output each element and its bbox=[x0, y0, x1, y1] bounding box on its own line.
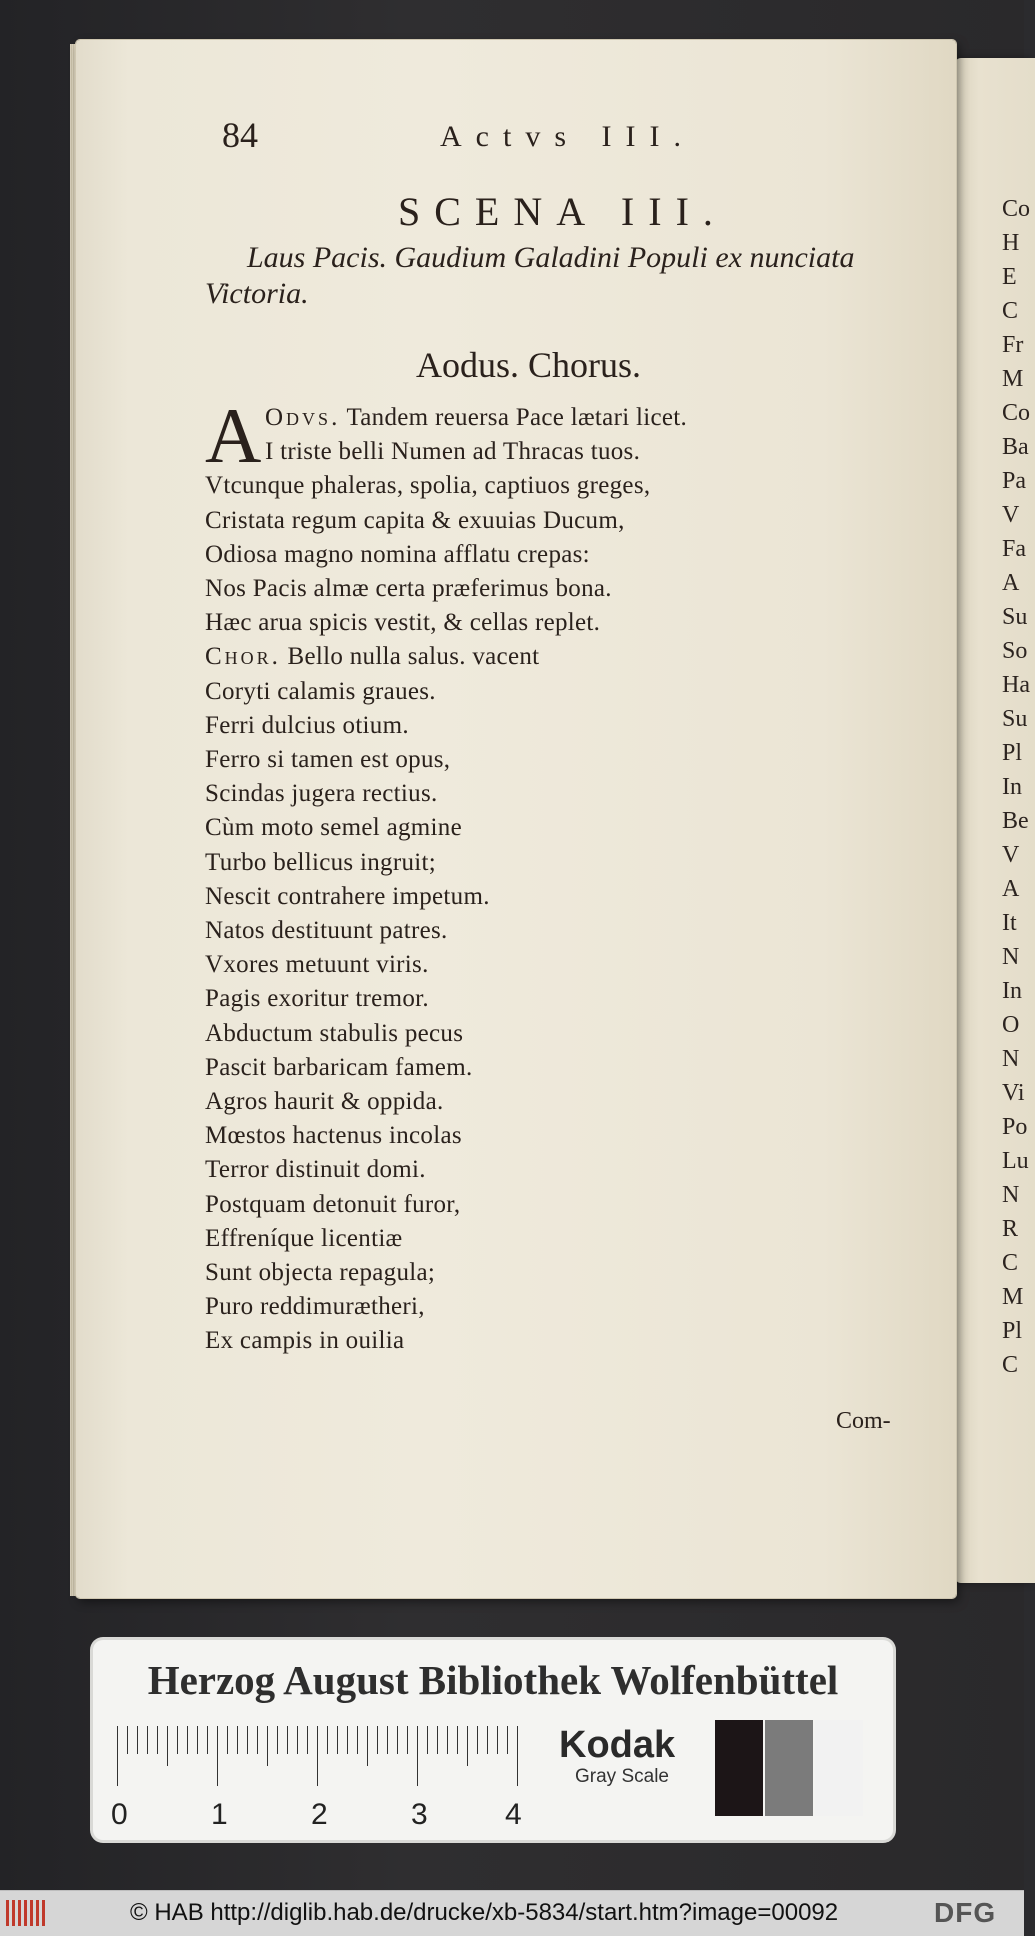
verse-text-run: Tandem reuersa Pace lætari licet. bbox=[346, 404, 688, 431]
ruler-tick bbox=[427, 1726, 428, 1754]
library-name: Herzog August Bibliothek Wolfenbüttel bbox=[147, 1657, 839, 1703]
verse-line bbox=[205, 1327, 404, 1355]
footer-bar bbox=[0, 1890, 1024, 1936]
ruler-tick bbox=[457, 1726, 458, 1754]
ruler-tick bbox=[517, 1726, 518, 1786]
ruler-number: 0 bbox=[111, 1798, 128, 1831]
ruler-tick bbox=[117, 1726, 118, 1786]
running-head: Actvs III. bbox=[440, 120, 695, 153]
verse-line bbox=[205, 951, 429, 979]
ruler-tick bbox=[347, 1726, 348, 1754]
ruler-tick bbox=[277, 1726, 278, 1754]
facing-line-fragment: In bbox=[1002, 774, 1022, 800]
ruler-tick bbox=[497, 1726, 498, 1754]
verse-text-run: Nos Pacis almæ certa præferimus bona. bbox=[205, 575, 612, 602]
ruler-tick bbox=[327, 1726, 328, 1754]
verse-line bbox=[205, 609, 600, 637]
facing-line-fragment: M bbox=[1002, 366, 1024, 392]
verse-line bbox=[205, 507, 625, 535]
kodak-logo: Kodak bbox=[559, 1724, 676, 1766]
ruler-tick bbox=[447, 1726, 448, 1754]
ruler-tick bbox=[217, 1726, 218, 1786]
facing-line-fragment: Vi bbox=[1002, 1080, 1025, 1106]
verse-text-run: Pagis exoritur tremor. bbox=[205, 985, 429, 1013]
scene-argument: Laus Pacis. Gaudium Galadini Populi ex nunciata Victoria. bbox=[205, 241, 855, 310]
verse-line bbox=[205, 849, 436, 877]
ruler-tick bbox=[337, 1726, 338, 1754]
verse-line bbox=[205, 883, 490, 911]
verse-text-run: Cristata regum capita & exuuias Ducum, bbox=[205, 506, 625, 534]
verse-line bbox=[205, 712, 409, 740]
verse-line bbox=[205, 678, 436, 706]
ruler-tick bbox=[187, 1726, 188, 1754]
speaker-label: Odvs. bbox=[265, 404, 341, 431]
gray-patch-dark bbox=[715, 1720, 763, 1816]
verse-line bbox=[205, 472, 650, 500]
ruler-tick bbox=[127, 1726, 128, 1754]
verse-text-run: Vtcunque phaleras, spolia, captiuos greges, bbox=[205, 472, 651, 500]
ruler-tick bbox=[257, 1726, 258, 1754]
verse-line bbox=[205, 1191, 460, 1219]
verse-text-run: Natos destituunt patres. bbox=[205, 917, 448, 944]
ruler-tick bbox=[227, 1726, 228, 1754]
speaker-label: Chor. bbox=[205, 643, 281, 671]
facing-line-fragment: C bbox=[1002, 1352, 1019, 1378]
facing-line-fragment: Fr bbox=[1002, 332, 1024, 358]
verse-line bbox=[265, 438, 640, 466]
ruler-number: 3 bbox=[411, 1798, 428, 1831]
gray-scale-label: Gray Scale bbox=[575, 1766, 669, 1787]
facing-line-fragment: Pa bbox=[1002, 468, 1026, 494]
ruler-tick bbox=[317, 1726, 318, 1786]
verse-line bbox=[205, 1054, 473, 1082]
verse-text-run: Pascit barbaricam famem. bbox=[205, 1053, 473, 1081]
verse-line bbox=[205, 1088, 444, 1116]
facing-line-fragment: C bbox=[1002, 1250, 1019, 1276]
facing-line-fragment: Po bbox=[1002, 1114, 1028, 1140]
verse-line bbox=[205, 1156, 426, 1184]
ruler-tick bbox=[437, 1726, 438, 1754]
facing-line-fragment: N bbox=[1002, 1182, 1020, 1208]
verse-text-run: Terror distinuit domi. bbox=[205, 1156, 426, 1184]
verse-line bbox=[205, 917, 448, 945]
verse-text-run: Hæc arua spicis vestit, & cellas replet. bbox=[205, 609, 601, 637]
ruler-tick bbox=[287, 1726, 288, 1754]
ruler-tick bbox=[477, 1726, 478, 1754]
facing-line-fragment: V bbox=[1002, 502, 1020, 528]
ruler-tick bbox=[137, 1726, 138, 1754]
verse-text-run: Odiosa magno nomina afflatu crepas: bbox=[205, 540, 590, 568]
footer-copyright-link[interactable]: © HAB http://diglib.hab.de/drucke/xb-5834/start.htm?image=00092 bbox=[130, 1899, 839, 1926]
ruler-number: 2 bbox=[311, 1798, 328, 1831]
facing-line-fragment: So bbox=[1002, 638, 1028, 664]
facing-line-fragment: Fa bbox=[1002, 536, 1026, 562]
facing-line-fragment: Co bbox=[1002, 196, 1031, 222]
dfg-logo: DFG bbox=[934, 1897, 997, 1928]
verse-text-run: I triste belli Numen ad Thracas tuos. bbox=[265, 438, 641, 466]
ruler-tick bbox=[407, 1726, 408, 1754]
facing-line-fragment: Lu bbox=[1002, 1148, 1029, 1174]
verse-text-run: Postquam detonuit furor, bbox=[205, 1190, 461, 1218]
gray-patch-light bbox=[815, 1720, 863, 1816]
verse-text-run: Scindas jugera rectius. bbox=[205, 780, 438, 808]
ruler-tick bbox=[367, 1726, 368, 1766]
verse-text-run: Ferro si tamen est opus, bbox=[205, 746, 451, 773]
verse-text-run: Ferri dulcius otium. bbox=[205, 711, 409, 739]
ruler-tick bbox=[147, 1726, 148, 1754]
gray-scale-card bbox=[93, 1640, 893, 1840]
facing-line-fragment: N bbox=[1002, 944, 1020, 970]
ruler-number: 1 bbox=[211, 1798, 228, 1831]
verse-line bbox=[205, 541, 590, 569]
catchword: Com- bbox=[836, 1408, 891, 1434]
facing-line-fragment: H bbox=[1002, 230, 1020, 256]
verse-text-run: Ex campis in ouilia bbox=[205, 1327, 405, 1355]
facing-line-fragment: Su bbox=[1002, 604, 1028, 630]
verse-text-run: Turbo bellicus ingruit; bbox=[205, 848, 436, 876]
verse-text-run: Cùm moto semel agmine bbox=[205, 814, 462, 842]
ruler-tick bbox=[387, 1726, 388, 1754]
verse-line bbox=[205, 746, 450, 774]
ruler-tick bbox=[177, 1726, 178, 1754]
ruler bbox=[117, 1726, 537, 1786]
facing-line-fragment: Co bbox=[1002, 400, 1031, 426]
facing-line-fragment: Ba bbox=[1002, 434, 1029, 460]
ruler-tick bbox=[207, 1726, 208, 1754]
scene-title: SCENA III. bbox=[398, 189, 727, 234]
facing-line-fragment: Pl bbox=[1002, 740, 1023, 766]
verse-line bbox=[205, 575, 612, 603]
ruler-tick bbox=[507, 1726, 508, 1754]
verse-line bbox=[205, 1293, 425, 1321]
facing-line-fragment: A bbox=[1002, 876, 1020, 902]
facing-line-fragment: It bbox=[1002, 910, 1017, 936]
verse-text-run: Nescit contrahere impetum. bbox=[205, 882, 490, 910]
verse-text-run: Effreníque licentiæ bbox=[205, 1224, 403, 1252]
ruler-tick bbox=[167, 1726, 168, 1766]
verse-line bbox=[205, 1225, 403, 1253]
verse-text-run: Vxores metuunt viris. bbox=[205, 951, 429, 979]
drop-cap: A bbox=[205, 392, 262, 479]
verse-line bbox=[205, 780, 438, 808]
page-number: 84 bbox=[222, 115, 258, 155]
verse-line bbox=[205, 985, 429, 1013]
ruler-tick bbox=[237, 1726, 238, 1754]
facing-line-fragment: Pl bbox=[1002, 1318, 1023, 1344]
facing-line-fragment: In bbox=[1002, 978, 1022, 1004]
facing-line-fragment: V bbox=[1002, 842, 1020, 868]
verse-text-run: Agros haurit & oppida. bbox=[205, 1088, 444, 1115]
facing-line-fragment: Ha bbox=[1002, 672, 1030, 698]
verse-line bbox=[205, 1122, 462, 1150]
verse-text-run: Puro reddimurætheri, bbox=[205, 1293, 425, 1321]
speakers-heading: Aodus. Chorus. bbox=[416, 345, 642, 385]
ruler-tick bbox=[197, 1726, 198, 1754]
facing-line-fragment: C bbox=[1002, 298, 1019, 324]
ruler-tick bbox=[157, 1726, 158, 1754]
ruler-tick bbox=[307, 1726, 308, 1754]
facing-line-fragment: E bbox=[1002, 264, 1017, 290]
facing-line-fragment: Be bbox=[1002, 808, 1029, 834]
facing-line-fragment: M bbox=[1002, 1284, 1024, 1310]
facing-line-fragment: Su bbox=[1002, 706, 1028, 732]
verse-line bbox=[265, 404, 687, 432]
verse-text-run: Bello nulla salus. vacent bbox=[287, 643, 540, 671]
verse-line bbox=[205, 814, 462, 842]
ruler-tick bbox=[267, 1726, 268, 1766]
ruler-tick bbox=[467, 1726, 468, 1766]
verse-text-run: Coryti calamis graues. bbox=[205, 677, 436, 705]
ruler-tick bbox=[357, 1726, 358, 1754]
ruler-tick bbox=[297, 1726, 298, 1754]
facing-line-fragment: N bbox=[1002, 1046, 1020, 1072]
ruler-tick bbox=[247, 1726, 248, 1754]
verse-text-run: Sunt objecta repagula; bbox=[205, 1259, 436, 1286]
facing-line-fragment: R bbox=[1002, 1216, 1019, 1242]
verse-line bbox=[205, 1259, 435, 1287]
verse-text-run: Abductum stabulis pecus bbox=[205, 1019, 464, 1047]
ruler-tick bbox=[397, 1726, 398, 1754]
facing-line-fragment: A bbox=[1002, 570, 1020, 596]
verse-line bbox=[205, 643, 539, 671]
verse-line bbox=[205, 1020, 463, 1048]
hab-logo-icon bbox=[6, 1900, 46, 1926]
ruler-tick bbox=[417, 1726, 418, 1786]
ruler-tick bbox=[377, 1726, 378, 1754]
facing-line-fragment: O bbox=[1002, 1012, 1020, 1038]
ruler-tick bbox=[487, 1726, 488, 1754]
ruler-number: 4 bbox=[505, 1798, 522, 1831]
gray-patch-mid bbox=[765, 1720, 813, 1816]
verse-text-run: Mœstos hactenus incolas bbox=[205, 1122, 462, 1150]
